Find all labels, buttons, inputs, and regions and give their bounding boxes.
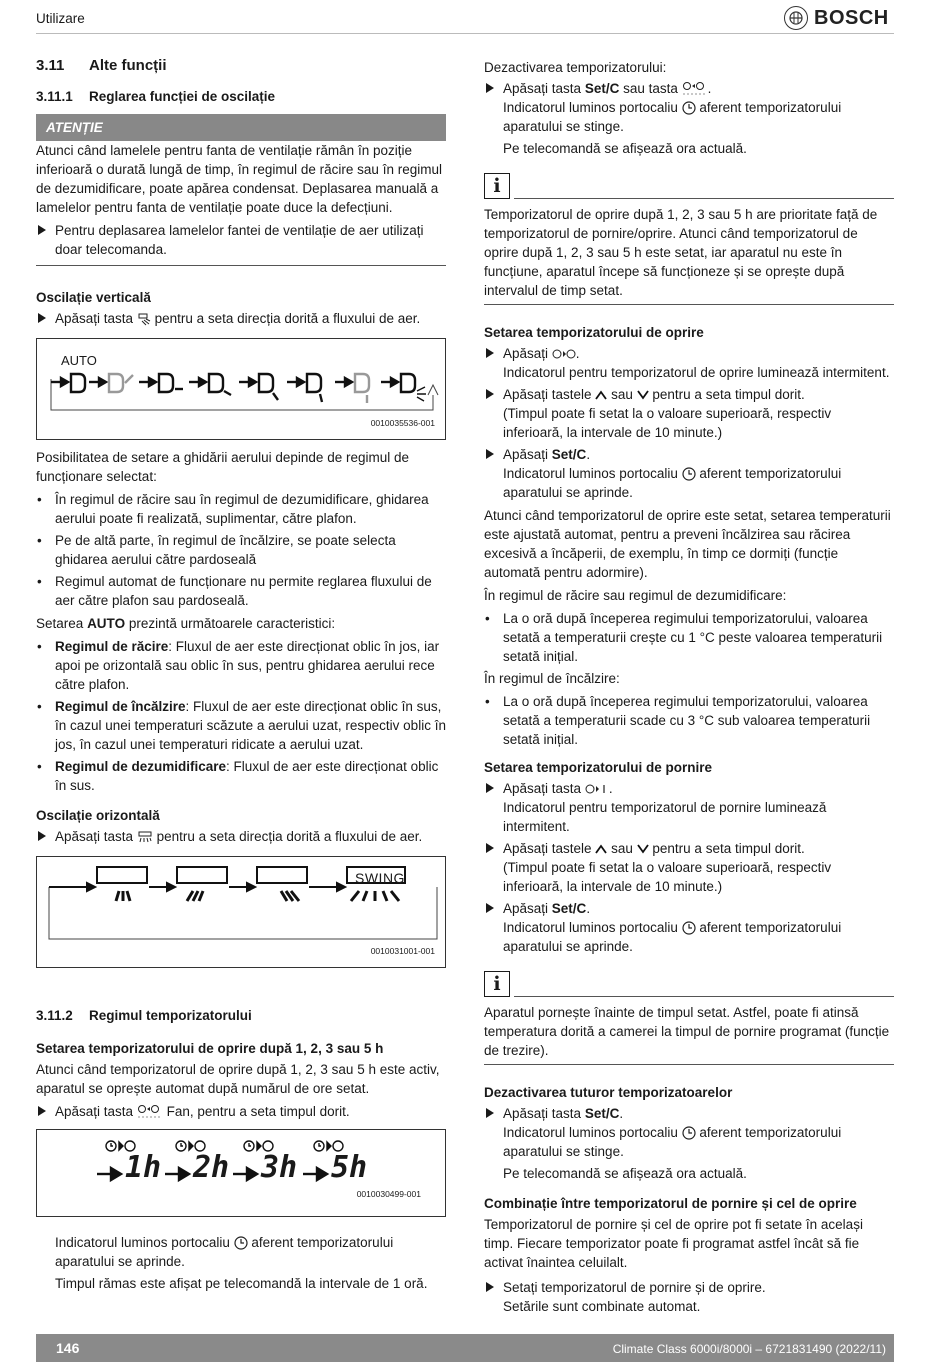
off-timer-step-2: Apăsați tastele sau pentru a seta timpul dorit. bbox=[484, 385, 894, 404]
deact-step: Apăsați tasta Set/C sau tasta . bbox=[484, 79, 894, 98]
info-box-1 bbox=[484, 173, 894, 199]
attention-text: Atunci când lamelele pentru fanta de ventilație rămân în poziție inferioară o durată lungă de timp, în regimul de răcire sau în regimul de dezumidificare, poate apărea condensat. Deplasarea manuală a lamelelor pentru fanta de ventilație poate duce la defecțiuni. bbox=[36, 143, 442, 215]
off-timer-line-3: Indicatorul luminos portocaliu aferent temporizatorului aparatului se aprinde. bbox=[503, 466, 842, 500]
auto-intro: Setarea AUTO prezintă următoarele caracteristici: bbox=[36, 616, 336, 631]
vertical-bullet-3: • Regimul automat de funcționare nu permite reglarea fluxului de aer către plafon sau pardoseală. bbox=[36, 572, 446, 610]
vertical-intro: Posibilitatea de setare a ghidării aerului depinde de regimul de funcționare selectat: bbox=[36, 450, 409, 484]
off-timer-step-1: Apăsați . bbox=[484, 344, 894, 363]
off-timer-key-icon bbox=[552, 348, 576, 360]
off-timer-bullet-2: • La o oră după începerea regimului temporizatorului, valoarea setată a temperaturii scade cu 3 °C sub valoarea temperaturii setată inițial. bbox=[484, 692, 894, 749]
deact-line-1: Indicatorul luminos portocaliu aferent temporizatorului aparatului se stinge. bbox=[503, 100, 842, 134]
horizontal-figure-code: 0010031001-001 bbox=[370, 946, 435, 956]
vertical-bullet-2: • Pe de altă parte, în regimul de încălzire, se poate selecta ghidarea aerului către pardoseală bbox=[36, 531, 446, 569]
on-timer-line-2: (Timpul poate fi setat la o valoare superioară, respectiv inferioară, la intervale de 10 minute.) bbox=[503, 860, 832, 894]
page-number: 146 bbox=[56, 1340, 80, 1356]
off-hours-text: Atunci când temporizatorul de oprire după 1, 2, 3 sau 5 h este activ, aparatul se oprește automat după numărul de ore setat. bbox=[36, 1062, 440, 1096]
vertical-swing-key-icon bbox=[137, 312, 151, 326]
off-hours-after-2: Timpul rămas este afișat pe telecomandă la intervale de 1 oră. bbox=[55, 1276, 428, 1291]
vertical-swing-figure bbox=[36, 338, 446, 440]
deact-all-line-2: Pe telecomandă se afișează ora actuală. bbox=[503, 1166, 747, 1181]
clock-icon bbox=[234, 1236, 248, 1250]
off-timer-p1: Atunci când temporizatorul de oprire este setat, setarea temperaturii este ajustată automat, pentru a preveni încălzirea sau răcirea excesivă a încăperii, de exemplu, în timp ce dormiți (funcție automată pentru adormire). bbox=[484, 508, 891, 580]
on-timer-line-3: Indicatorul luminos portocaliu aferent temporizatorului aparatului se aprinde. bbox=[503, 920, 842, 954]
left-column bbox=[36, 56, 446, 1296]
info-icon: i bbox=[484, 173, 510, 199]
vertical-bullet-1: • În regimul de răcire sau în regimul de dezumidificare, ghidarea aerului poate fi realizată, suplimentar, către plafon. bbox=[36, 490, 446, 528]
fig-auto-label: AUTO bbox=[61, 353, 97, 368]
off-hours-figure bbox=[36, 1129, 446, 1217]
combo-text: Temporizatorul de pornire și cel de oprire pot fi setate în același timp. Fiecare temporizator poate fi programat astfel încât să fie activat înaintea celuilalt. bbox=[484, 1217, 863, 1270]
right-column bbox=[484, 58, 894, 1319]
auto-dehumid: • Regimul de dezumidificare: Fluxul de aer este direcționat oblic în sus. bbox=[36, 757, 446, 795]
combo-title: Combinație între temporizatorul de pornire și cel de oprire bbox=[484, 1196, 857, 1211]
clock-icon bbox=[682, 1126, 696, 1140]
digit-1: 1h bbox=[125, 1150, 162, 1185]
horizontal-swing-key-icon bbox=[137, 830, 153, 844]
section-3-11-title: 3.11 Alte funcții bbox=[36, 57, 167, 74]
off-timer-step-3: Apăsați Set/C. bbox=[484, 445, 894, 464]
clock-icon bbox=[682, 921, 696, 935]
section-3-11-2-title: 3.11.2 Regimul temporizatorului bbox=[36, 1008, 252, 1023]
combo-line: Setările sunt combinate automat. bbox=[503, 1299, 701, 1314]
attention-label: ATENȚIE bbox=[36, 114, 446, 141]
brand-name: BOSCH bbox=[814, 6, 889, 29]
timer-key-icon bbox=[682, 81, 708, 97]
off-timer-bullet-1: • La o oră după începerea regimului temporizatorului, valoarea setată a temperaturii crește cu 1 °C peste valoarea temperaturii setată inițial. bbox=[484, 609, 894, 666]
deact-all-step: Apăsați tasta Set/C. bbox=[484, 1104, 894, 1123]
swing-label: SWING bbox=[355, 870, 405, 886]
vertical-swing-sequence bbox=[41, 365, 441, 415]
info-icon: i bbox=[484, 971, 510, 997]
off-timer-line-2: (Timpul poate fi setat la o valoare superioară, respectiv inferioară, la intervale de 10 minute.) bbox=[503, 406, 832, 440]
combo-step: Setați temporizatorul de pornire și de oprire. bbox=[484, 1278, 894, 1297]
digit-2: 2h bbox=[193, 1150, 230, 1185]
vertical-swing-title: Oscilație verticală bbox=[36, 290, 151, 305]
clock-icon bbox=[682, 467, 696, 481]
attention-step: Pentru deplasarea lamelelor fantei de ventilație de aer utilizați doar telecomanda. bbox=[36, 221, 446, 259]
off-hours-after-1: Indicatorul luminos portocaliu aferent temporizatorului aparatului se aprinde. bbox=[55, 1235, 394, 1269]
digit-3: 3h bbox=[261, 1150, 298, 1185]
deact-all-line-1: Indicatorul luminos portocaliu aferent temporizatorului aparatului se stinge. bbox=[503, 1125, 842, 1159]
auto-cooling: • Regimul de răcire: Fluxul de aer este direcționat oblic în jos, iar apoi pe orizontală sau oblic în sus, pentru ghidarea aerului rece către plafon. bbox=[36, 637, 446, 694]
on-timer-step-3: Apăsați Set/C. bbox=[484, 899, 894, 918]
deact-title: Dezactivarea temporizatorului: bbox=[484, 60, 667, 75]
info-box-2 bbox=[484, 971, 894, 997]
on-timer-title: Setarea temporizatorului de pornire bbox=[484, 760, 713, 775]
vertical-figure-code: 0010035536-001 bbox=[370, 418, 435, 428]
up-arrow-icon bbox=[595, 844, 607, 854]
off-hours-title: Setarea temporizatorului de oprire după 1, 2, 3 sau 5 h bbox=[36, 1041, 384, 1056]
up-arrow-icon bbox=[595, 390, 607, 400]
horizontal-swing-figure bbox=[36, 856, 446, 968]
timer-hours-key-icon bbox=[137, 1104, 163, 1120]
header-divider bbox=[36, 33, 894, 34]
off-timer-p3: În regimul de încălzire: bbox=[484, 671, 620, 686]
on-timer-step-1: Apăsați tasta . bbox=[484, 779, 894, 798]
deact-all-title: Dezactivarea tuturor temporizatoarelor bbox=[484, 1085, 733, 1100]
clock-icon bbox=[682, 101, 696, 115]
horizontal-swing-step: Apăsați tasta pentru a seta direcția dorită a fluxului de aer. bbox=[36, 827, 446, 846]
off-hours-figure-code: 0010030499-001 bbox=[356, 1189, 421, 1199]
header-section: Utilizare bbox=[36, 11, 85, 26]
footer-product: Climate Class 6000i/8000i – 6721831490 (2022/11) bbox=[612, 1342, 886, 1356]
on-timer-line-1: Indicatorul pentru temporizatorul de pornire luminează intermitent. bbox=[503, 800, 827, 834]
info-1-text: Temporizatorul de oprire după 1, 2, 3 sau 5 h are prioritate față de temporizatorul de pornire/oprire. Atunci când temporizatorul de oprire după 1, 2, 3 sau 5 h este setat, iar aparatul nu este în funcțiune, aparatul începe să funcționeze și se oprește după intervalul de timp setat. bbox=[484, 207, 878, 298]
down-arrow-icon bbox=[637, 844, 649, 854]
auto-heating: • Regimul de încălzire: Fluxul de aer este direcționat oblic în sus, în cazul unei temperaturi scăzute a aerului uzat, respectiv oblic în jos, în cazul unei temperaturi ridicate a aerului uzat. bbox=[36, 697, 446, 754]
down-arrow-icon bbox=[637, 390, 649, 400]
brand-logo bbox=[784, 6, 889, 30]
off-hours-step: Apăsați tasta Fan, pentru a seta timpul dorit. bbox=[36, 1102, 446, 1121]
deact-line-2: Pe telecomandă se afișează ora actuală. bbox=[503, 141, 747, 156]
off-timer-p2: În regimul de răcire sau regimul de dezumidificare: bbox=[484, 588, 787, 603]
off-timer-title: Setarea temporizatorului de oprire bbox=[484, 325, 704, 340]
info-2-text: Aparatul pornește înainte de timpul setat. Astfel, poate fi atinsă temperatura dorită a camerei la timpul de pornire programat (funcție de trezire). bbox=[484, 1005, 890, 1058]
vertical-swing-step: Apăsați tasta pentru a seta direcția dorită a fluxului de aer. bbox=[36, 309, 446, 328]
horizontal-swing-title: Oscilație orizontală bbox=[36, 808, 160, 823]
off-timer-line-1: Indicatorul pentru temporizatorul de oprire luminează intermitent. bbox=[503, 365, 890, 380]
on-timer-key-icon bbox=[585, 783, 609, 795]
bosch-armature-icon bbox=[784, 6, 808, 30]
footer-bar bbox=[36, 1334, 894, 1362]
section-3-11-1-title: 3.11.1 Reglarea funcției de oscilație bbox=[36, 89, 276, 104]
on-timer-step-2: Apăsați tastele sau pentru a seta timpul dorit. bbox=[484, 839, 894, 858]
digit-5: 5h bbox=[331, 1150, 368, 1185]
